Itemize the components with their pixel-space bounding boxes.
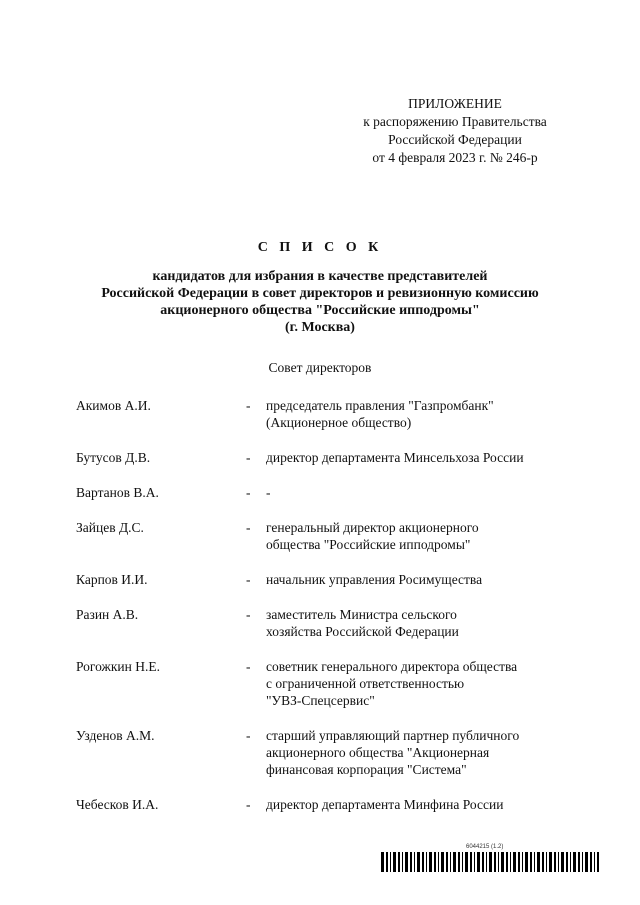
- appendix-block: [330, 95, 580, 167]
- member-position: [266, 796, 576, 813]
- member-row: [76, 658, 576, 709]
- barcode-bar: [506, 852, 508, 872]
- barcode-bar: [438, 852, 439, 872]
- barcode-bar: [537, 852, 540, 872]
- barcode-bar: [498, 852, 499, 872]
- member-position-line: -: [266, 485, 271, 500]
- heading-line: акционерного общества "Российские ипподромы": [160, 303, 480, 318]
- barcode-bar: [390, 852, 391, 872]
- member-position: [266, 519, 576, 553]
- member-position: [266, 484, 576, 501]
- barcode-bar: [398, 852, 400, 872]
- barcode-bar: [450, 852, 451, 872]
- barcode-bar: [573, 852, 576, 872]
- member-position-line: начальник управления Росимущества: [266, 572, 483, 587]
- barcode-bar: [494, 852, 496, 872]
- member-dash: -: [246, 485, 251, 500]
- member-row: [76, 727, 576, 778]
- member-position-line: старший управляющий партнер публичного: [266, 728, 520, 743]
- barcode-bar: [522, 852, 523, 872]
- member-position-line: генеральный директор акционерного: [266, 520, 479, 535]
- member-row: [76, 571, 576, 588]
- member-name: Акимов А.И.: [76, 398, 151, 413]
- member-dash: -: [246, 607, 251, 622]
- barcode-bar: [582, 852, 583, 872]
- barcode-icon: [381, 852, 601, 872]
- member-position-line: директор департамента Минсельхоза России: [266, 450, 524, 465]
- member-dash: -: [246, 728, 251, 743]
- barcode-bar: [530, 852, 532, 872]
- heading-line: Российской Федерации в совет директоров и ревизионную комиссию: [101, 286, 539, 301]
- barcode-bar: [549, 852, 552, 872]
- barcode-bar: [501, 852, 504, 872]
- appendix-line: Российской Федерации: [388, 132, 522, 147]
- member-position-line: с ограниченной ответственностью: [266, 676, 465, 691]
- member-dash: -: [246, 572, 251, 587]
- member-position-line: советник генерального директора общества: [266, 659, 518, 674]
- barcode-bar: [405, 852, 408, 872]
- member-name: Бутусов Д.В.: [76, 450, 151, 465]
- appendix-line: к распоряжению Правительства: [363, 114, 547, 129]
- barcode-bar: [542, 852, 544, 872]
- member-position: [266, 606, 576, 640]
- member-position-line: общества "Российские ипподромы": [266, 537, 471, 552]
- barcode-bar: [414, 852, 415, 872]
- appendix-title: ПРИЛОЖЕНИЕ: [408, 96, 502, 111]
- member-name: Зайцев Д.С.: [76, 520, 144, 535]
- member-row: [76, 796, 576, 813]
- barcode-bar: [525, 852, 528, 872]
- barcode-bar: [386, 852, 388, 872]
- member-row: [76, 484, 576, 501]
- member-position: [266, 397, 576, 431]
- barcode-bar: [558, 852, 559, 872]
- barcode-bar: [381, 852, 384, 872]
- barcode-bar: [590, 852, 592, 872]
- barcode-bar: [585, 852, 588, 872]
- barcode-bar: [534, 852, 535, 872]
- member-position-line: директор департамента Минфина России: [266, 797, 504, 812]
- barcode-bar: [489, 852, 492, 872]
- barcode-bar: [570, 852, 571, 872]
- member-name: Разин А.В.: [76, 607, 139, 622]
- barcode-code: 6044215 (1.2): [466, 844, 504, 850]
- barcode-bar: [566, 852, 568, 872]
- barcode-bar: [510, 852, 511, 872]
- barcode-bar: [429, 852, 432, 872]
- heading-line: (г. Москва): [285, 320, 355, 335]
- appendix-line: от 4 февраля 2023 г. № 246-р: [372, 150, 538, 165]
- barcode-bar: [518, 852, 520, 872]
- member-position-line: финансовая корпорация "Система": [266, 762, 467, 777]
- member-dash: -: [246, 450, 251, 465]
- barcode-bar: [486, 852, 487, 872]
- member-name: Чебесков И.А.: [76, 797, 159, 812]
- barcode-bar: [446, 852, 448, 872]
- document-title: С П И С О К: [257, 240, 383, 255]
- member-name: Вартанов В.А.: [76, 485, 159, 500]
- heading-line: кандидатов для избрания в качестве представителей: [152, 269, 488, 284]
- section-title: Совет директоров: [268, 360, 372, 375]
- member-position-line: хозяйства Российской Федерации: [266, 624, 459, 639]
- barcode-bar: [561, 852, 564, 872]
- member-position-line: акционерного общества "Акционерная: [266, 745, 490, 760]
- members-list: [76, 397, 576, 813]
- barcode-bar: [393, 852, 396, 872]
- member-position: [266, 571, 576, 588]
- barcode-bar: [546, 852, 547, 872]
- member-position: [266, 658, 576, 709]
- member-row: [76, 397, 576, 431]
- member-row: [76, 606, 576, 640]
- member-position-line: (Акционерное общество): [266, 415, 412, 430]
- member-name: Рогожкин Н.Е.: [76, 659, 160, 674]
- barcode-bar: [402, 852, 403, 872]
- member-position-line: заместитель Министра сельского: [266, 607, 457, 622]
- member-position-line: председатель правления "Газпромбанк": [266, 398, 494, 413]
- barcode-bar: [474, 852, 475, 872]
- member-name: Узденов А.М.: [76, 728, 155, 743]
- barcode-bar: [417, 852, 420, 872]
- barcode-bar: [410, 852, 412, 872]
- barcode-bar: [465, 852, 468, 872]
- member-dash: -: [246, 659, 251, 674]
- barcode-bar: [426, 852, 427, 872]
- barcode-bar: [458, 852, 460, 872]
- barcode-bar: [513, 852, 516, 872]
- member-name: Карпов И.И.: [76, 572, 148, 587]
- barcode-bar: [453, 852, 456, 872]
- member-row: [76, 519, 576, 553]
- barcode-bar: [578, 852, 580, 872]
- barcode-bar: [594, 852, 595, 872]
- member-dash: -: [246, 520, 251, 535]
- member-position-line: "УВЗ-Спецсервис": [266, 693, 375, 708]
- barcode-bar: [470, 852, 472, 872]
- barcode-bar: [462, 852, 463, 872]
- member-dash: -: [246, 398, 251, 413]
- barcode-bar: [554, 852, 556, 872]
- barcode-bar: [477, 852, 480, 872]
- barcode-bar: [422, 852, 424, 872]
- barcode-bar: [482, 852, 484, 872]
- member-row: [76, 449, 576, 466]
- member-position: [266, 727, 576, 778]
- barcode-bar: [434, 852, 436, 872]
- document-heading: [0, 240, 640, 336]
- member-dash: -: [246, 797, 251, 812]
- barcode-bar: [441, 852, 444, 872]
- barcode-bar: [597, 852, 599, 872]
- member-position: [266, 449, 576, 466]
